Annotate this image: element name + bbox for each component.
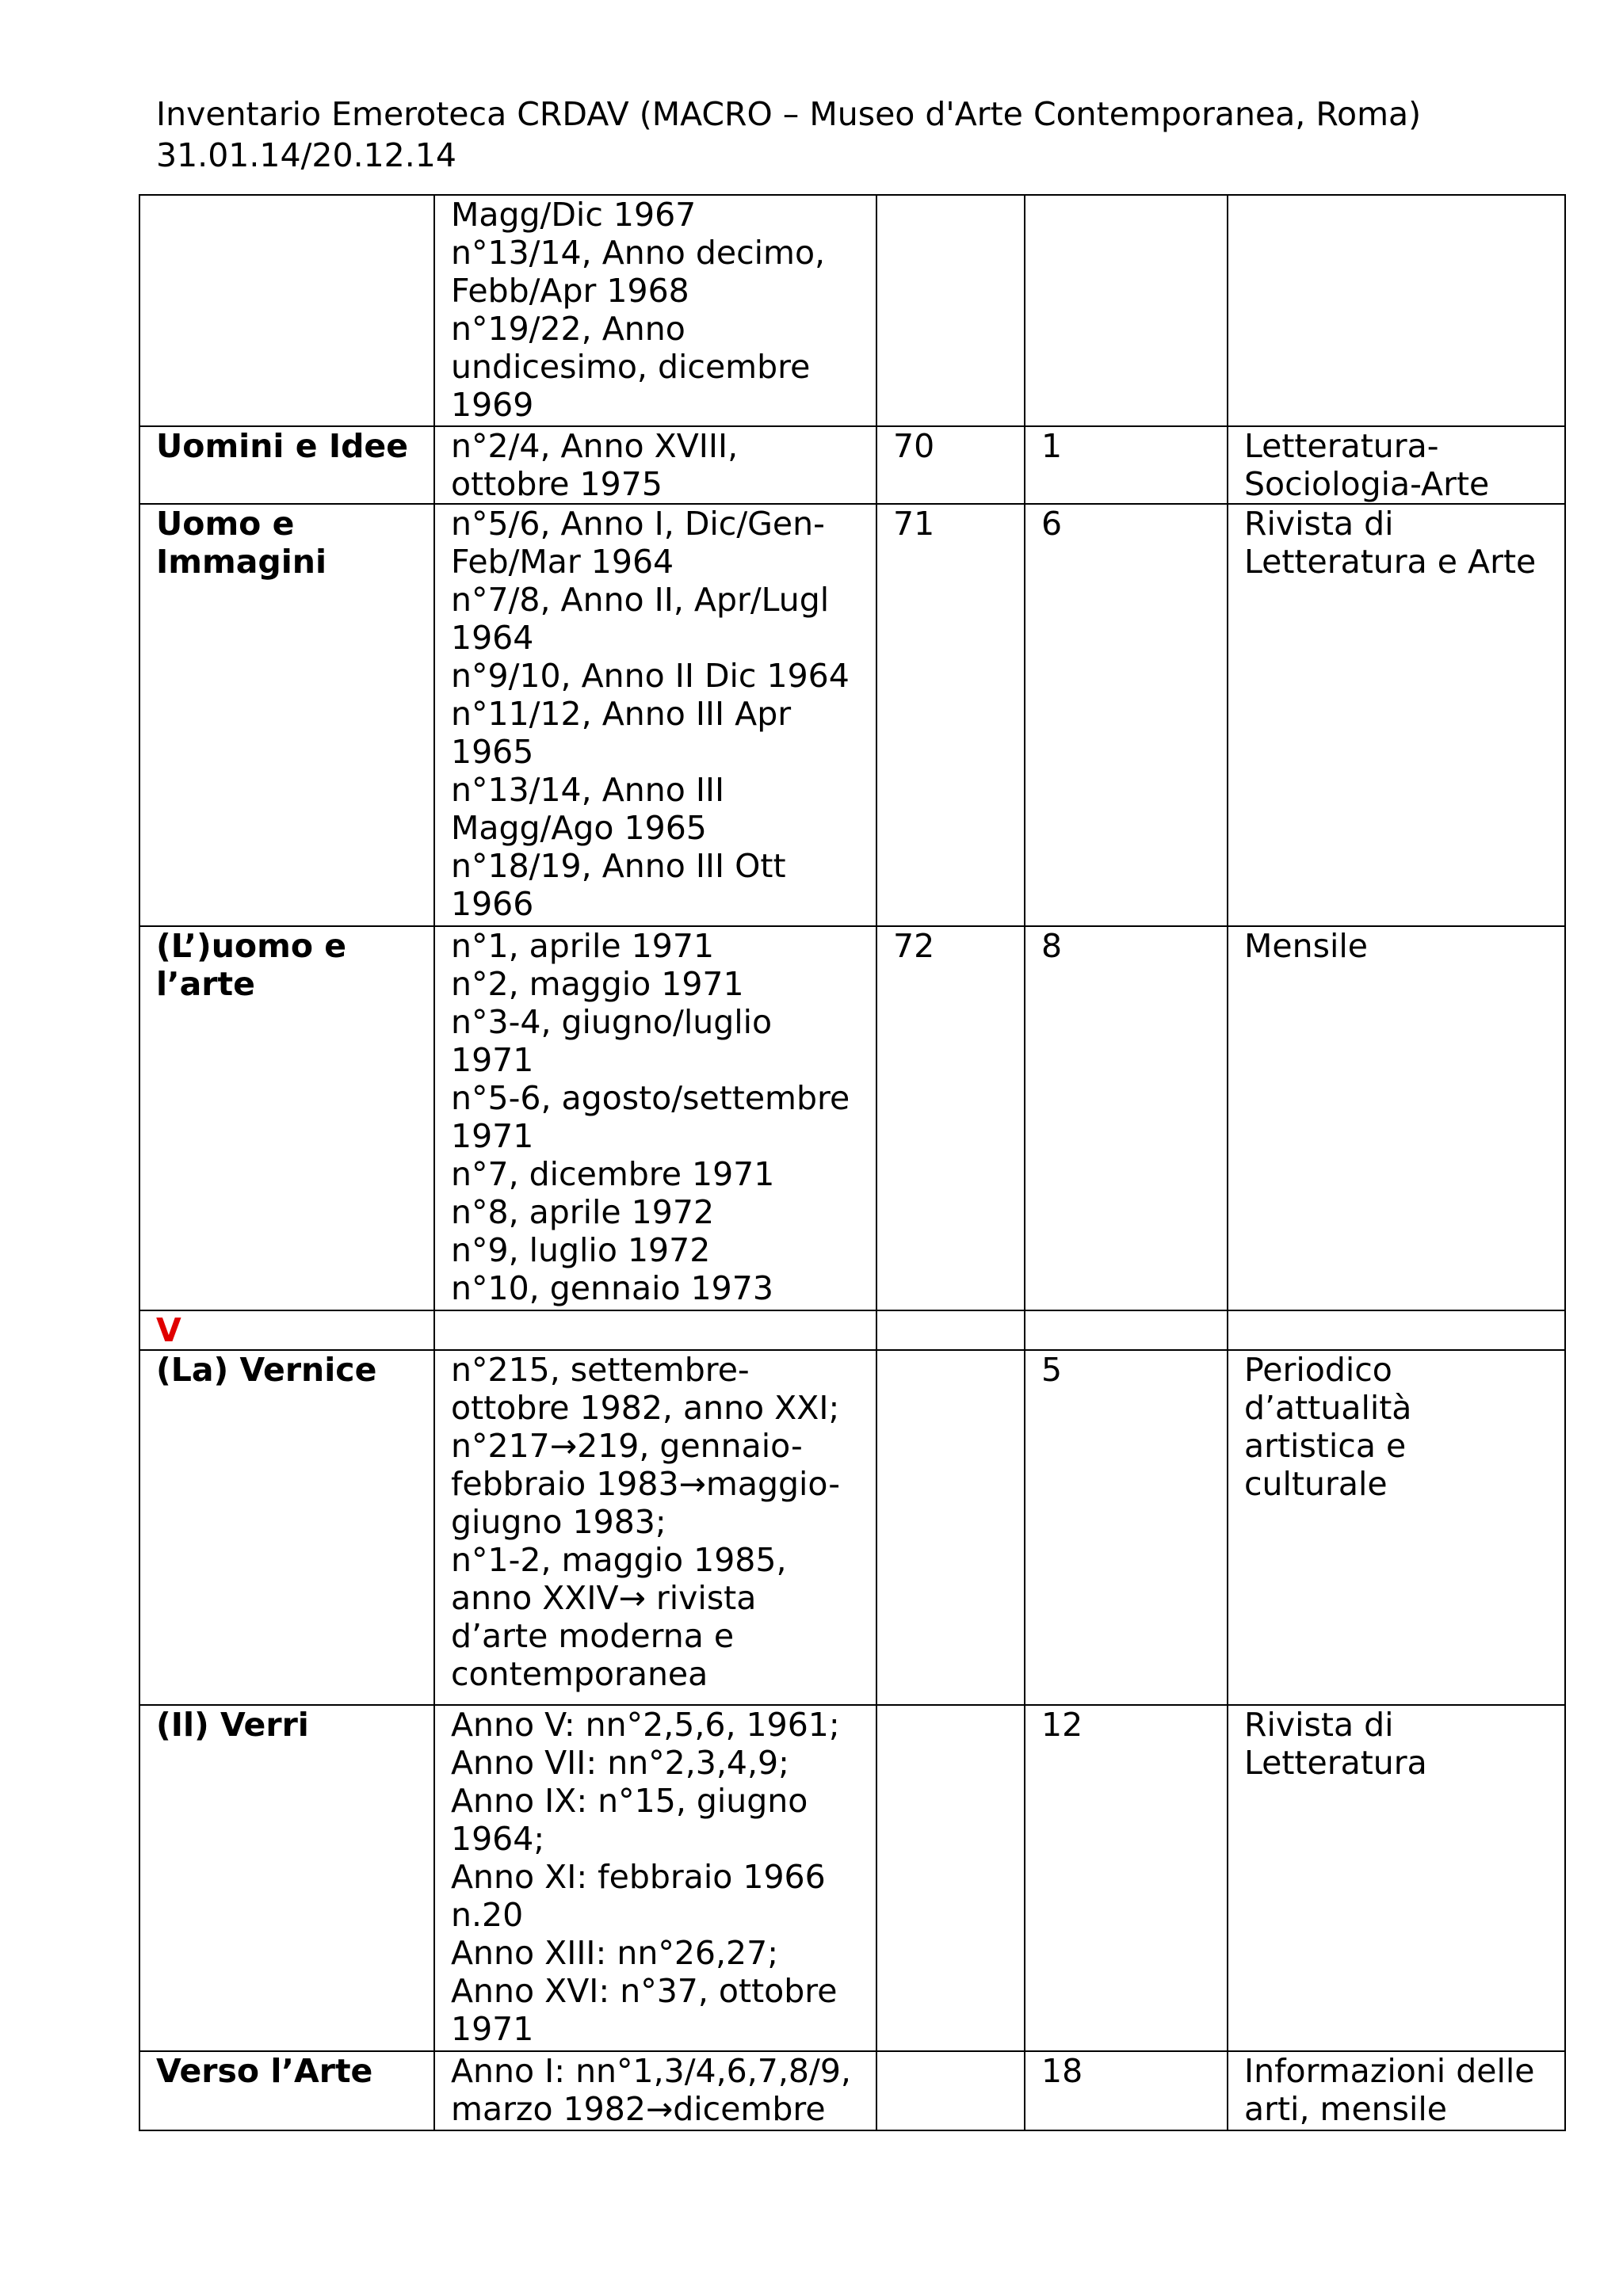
header-date-range: 31.01.14/20.12.14 [156,136,456,174]
description-cell: Periodico d’attualità artistica e culturale [1228,1350,1565,1705]
number-cell [876,195,1025,426]
issue-line: n°1-2, maggio 1985, anno XXIV→ rivista d’arte moderna e contemporanea [451,1541,787,1693]
number-cell: 70 [876,426,1025,504]
number-cell [876,2051,1025,2130]
number-cell [876,1350,1025,1705]
number-cell: 71 [876,504,1025,926]
issue-line: n°3-4, giugno/luglio 1971 [451,1003,773,1079]
issue-line: Anno XI: febbraio 1966 n.20 [451,1858,826,1934]
issue-line: n°13/14, Anno decimo, Febb/Apr 1968 [451,234,826,310]
table-row [139,926,1565,1310]
page-header [156,93,1421,176]
issues-cell [434,195,876,426]
table-row [139,1350,1565,1705]
inventory-table [139,194,1566,2131]
title-cell [139,1350,434,1705]
issues-cell [434,504,876,926]
issue-line: n°217→219, gennaio-febbraio 1983→maggio-giugno 1983; [451,1427,841,1541]
title-cell [139,195,434,426]
description-cell: Rivista di Letteratura e Arte [1228,504,1565,926]
table-row [139,195,1565,426]
issue-line: Anno XVI: n°37, ottobre 1971 [451,1972,838,2048]
count-cell: 1 [1025,426,1228,504]
issue-line: n°2, maggio 1971 [451,965,744,1003]
count-cell: 5 [1025,1350,1228,1705]
issue-line: Anno V: nn°2,5,6, 1961; [451,1706,840,1744]
issue-line: Anno XIII: nn°26,27; [451,1934,779,1972]
issue-line: n°9, luglio 1972 [451,1231,711,1269]
section-row [139,1310,1565,1350]
issue-line: Anno IX: n°15, giugno 1964; [451,1782,808,1858]
issue-line: n°19/22, Anno undicesimo, dicembre 1969 [451,310,811,424]
description-cell [1228,195,1565,426]
title-cell [139,1705,434,2051]
count-cell: 12 [1025,1705,1228,2051]
issue-line: n°18/19, Anno III Ott 1966 [451,847,786,923]
number-cell: 72 [876,926,1025,1310]
count-cell: 6 [1025,504,1228,926]
title-cell [139,2051,434,2130]
periodical-title: Uomini e Idee [156,427,409,465]
issues-cell [434,426,876,504]
issue-line: n°215, settembre-ottobre 1982, anno XXI; [451,1351,840,1427]
issue-line: Magg/Dic 1967 [451,196,697,234]
section-letter: V [156,1311,181,1349]
issue-line: n°13/14, Anno III Magg/Ago 1965 [451,771,725,847]
periodical-title: (La) Vernice [156,1351,377,1389]
periodical-title: Uomo e Immagini [156,505,327,581]
issue-line: n°2/4, Anno XVIII, ottobre 1975 [451,427,739,503]
periodical-title: (Il) Verri [156,1706,309,1744]
issues-cell [434,2051,876,2130]
title-cell [139,504,434,926]
periodical-title: (L’)uomo e l’arte [156,927,347,1003]
section-letter-cell [139,1310,434,1350]
issue-line: n°9/10, Anno II Dic 1964 [451,657,850,695]
issues-cell [434,1350,876,1705]
table-row [139,1705,1565,2051]
issue-line: n°8, aprile 1972 [451,1193,715,1231]
description-cell: Informazioni delle arti, mensile [1228,2051,1565,2130]
table-row [139,2051,1565,2130]
count-cell [1025,195,1228,426]
issue-line: n°7, dicembre 1971 [451,1155,775,1193]
issue-line: Anno I: nn°1,3/4,6,7,8/9, marzo 1982→dicembre [451,2052,851,2128]
header-title: Inventario Emeroteca CRDAV (MACRO – Museo d'Arte Contemporanea, Roma) [156,95,1422,133]
issue-line: n°7/8, Anno II, Apr/Lugl 1964 [451,581,830,657]
issue-line: Anno VII: nn°2,3,4,9; [451,1744,789,1782]
description-cell: Mensile [1228,926,1565,1310]
title-cell [139,426,434,504]
issue-line: n°11/12, Anno III Apr 1965 [451,695,792,771]
issues-cell [434,926,876,1310]
description-cell: Letteratura-Sociologia-Arte [1228,426,1565,504]
title-cell [139,926,434,1310]
count-cell: 8 [1025,926,1228,1310]
count-cell: 18 [1025,2051,1228,2130]
issue-line: n°5/6, Anno I, Dic/Gen-Feb/Mar 1964 [451,505,825,581]
periodical-title: Verso l’Arte [156,2052,373,2090]
issue-line: n°1, aprile 1971 [451,927,715,965]
issue-line: n°10, gennaio 1973 [451,1269,773,1307]
issue-line: n°5-6, agosto/settembre 1971 [451,1079,850,1155]
description-cell: Rivista di Letteratura [1228,1705,1565,2051]
number-cell [876,1705,1025,2051]
table-row [139,426,1565,504]
table-row [139,504,1565,926]
issues-cell [434,1705,876,2051]
